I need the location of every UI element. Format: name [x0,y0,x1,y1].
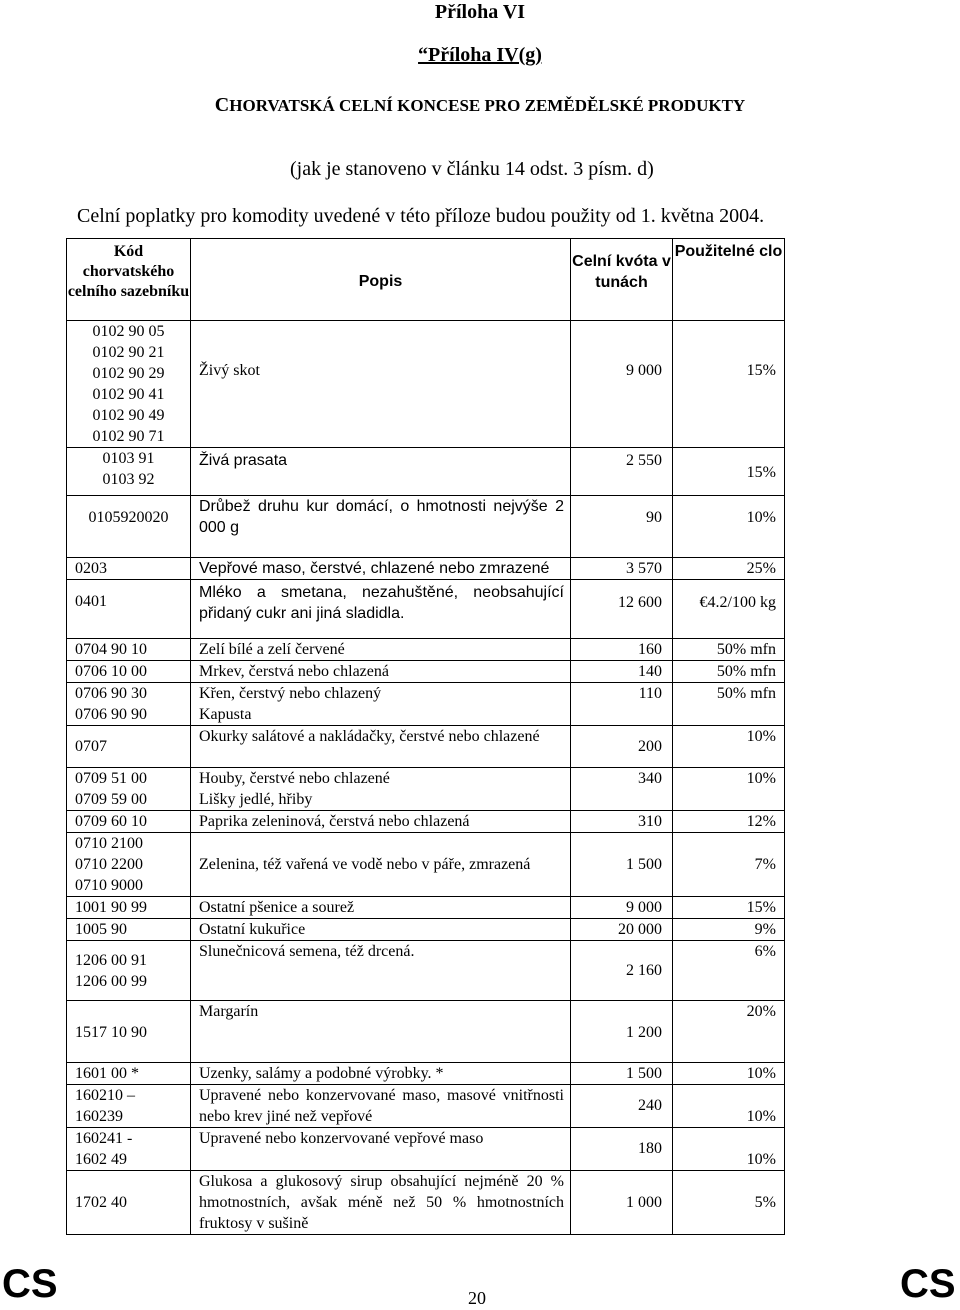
duty-cell: 9% [673,919,785,941]
heading-initial: C [214,94,230,116]
description-line: Lišky jedlé, hřiby [199,791,313,808]
description-cell: Upravené nebo konzervované vepřové maso [191,1128,571,1171]
code-cell [67,726,191,768]
table-row [67,811,785,833]
code-cell [67,919,191,941]
header-description: Popis [191,239,571,321]
quota-cell: 110 [571,683,673,726]
quota-cell: 160 [571,639,673,661]
description-text: Okurky salátové a nakládačky, čerstvé nebo chlazené [199,728,540,745]
description-cell: Zelí bílé a zelí červené [191,639,571,661]
table-row [67,1085,785,1128]
code-cell [67,321,191,448]
code-line: 0105920020 [88,509,169,526]
table-row [67,941,785,1001]
code-line: 1602 49 [75,1151,127,1168]
description-line: Křen, čerstvý nebo chlazený [199,685,382,702]
description-text: Živý skot [199,362,260,379]
quota-cell: 1 500 [571,1063,673,1085]
table-row [67,1171,785,1235]
duty-cell: 15% [673,897,785,919]
code-line: 0709 51 00 [75,770,147,787]
code-line: 1206 00 91 [75,952,147,969]
code-cell [67,1085,191,1128]
code-line: 1702 40 [75,1194,127,1211]
table-row [67,639,785,661]
quota-cell: 3 570 [571,558,673,580]
code-line: 0704 90 10 [75,641,147,658]
description-cell [191,768,571,811]
quota-cell: 340 [571,768,673,811]
code-line: 0710 9000 [75,877,143,894]
article-reference: (jak je stanoveno v článku 14 odst. 3 písm. d) [290,158,654,180]
table-row [67,1128,785,1171]
description-cell: Paprika zeleninová, čerstvá nebo chlazená [191,811,571,833]
header-duty: Použitelné clo [673,239,785,321]
description-cell [191,496,571,558]
code-line: 0102 90 41 [92,386,165,403]
page-number: 20 [468,1288,486,1308]
code-line: 0710 2200 [75,856,143,873]
code-cell [67,639,191,661]
quota-cell: 20 000 [571,919,673,941]
heading-rest: HORVATSKÁ CELNÍ KONCESE PRO ZEMĚDĚLSKÉ PRODUKTY [229,96,746,115]
duty-cell: 50% mfn [673,639,785,661]
code-line: 1005 90 [75,921,127,938]
quota-cell: 310 [571,811,673,833]
description-cell [191,683,571,726]
quota-cell: 180 [571,1128,673,1171]
quota-cell: 9 000 [571,897,673,919]
code-line: 0401 [75,593,107,610]
duty-cell: 7% [673,833,785,897]
code-line: 0706 90 30 [75,685,147,702]
description-text: Drůbež druhu kur domácí, o hmotnosti nejvýše 2 000 g [199,498,564,536]
description-cell [191,321,571,448]
code-line: 160210 – [75,1087,135,1104]
duty-cell: 25% [673,558,785,580]
description-text: Mléko a smetana, nezahuštěné, neobsahující přidaný cukr ani jiná sladidla. [199,584,564,622]
code-line: 0102 90 71 [92,428,165,445]
description-cell: Mrkev, čerstvá nebo chlazená [191,661,571,683]
description-cell: Slunečnicová semena, též drcená. [191,941,571,1001]
table-header-row [67,239,785,321]
duty-cell: 50% mfn [673,661,785,683]
quota-cell: 1 500 [571,833,673,897]
code-line: 0709 60 10 [75,813,147,830]
intro-paragraph: Celní poplatky pro komodity uvedené v této příloze budou použity od 1. května 2004. [77,205,765,227]
table-row [67,580,785,639]
duty-cell: 20% [673,1001,785,1063]
description-cell: Margarín [191,1001,571,1063]
description-cell: Vepřové maso, čerstvé, chlazené nebo zmrazené [191,558,571,580]
duty-cell: €4.2/100 kg [673,580,785,639]
code-cell [67,1001,191,1063]
code-cell [67,448,191,496]
duty-cell: 10% [673,1085,785,1128]
description-text: Glukosa a glukosový sirup obsahující nejméně 20 % hmotnostních, avšak méně než 50 % hmotnostních fruktosy v sušině [199,1173,564,1232]
language-code-right: CS [900,1262,956,1306]
code-cell [67,580,191,639]
code-line: 0102 90 05 [92,323,165,340]
code-line: 0102 90 21 [92,344,165,361]
quota-cell: 140 [571,661,673,683]
duty-cell: 12% [673,811,785,833]
code-cell [67,768,191,811]
description-cell [191,580,571,639]
table-row [67,321,785,448]
duty-cell: 50% mfn [673,683,785,726]
code-line: 0102 90 49 [92,407,165,424]
code-cell [67,1063,191,1085]
quota-cell: 200 [571,726,673,768]
description-cell [191,726,571,768]
code-line: 160239 [75,1108,123,1125]
duty-cell: 6% [673,941,785,1001]
code-line: 1517 10 90 [75,1024,147,1041]
table-row [67,726,785,768]
code-cell [67,1171,191,1235]
language-code-left: CS [2,1262,58,1306]
code-cell [67,811,191,833]
code-line: 0706 90 90 [75,706,147,723]
duty-cell: 5% [673,1171,785,1235]
code-cell [67,496,191,558]
duty-cell: 15% [673,448,785,496]
duty-cell: 10% [673,1063,785,1085]
duty-cell: 10% [673,1128,785,1171]
table-row [67,833,785,897]
annex-title: Příloha VI [434,1,526,23]
table-row [67,496,785,558]
table-row [67,661,785,683]
quota-cell: 12 600 [571,580,673,639]
description-line: Houby, čerstvé nebo chlazené [199,770,390,787]
code-line: 0709 59 00 [75,791,147,808]
quota-cell: 1 200 [571,1001,673,1063]
table-row [67,919,785,941]
quota-cell: 2 550 [571,448,673,496]
code-line: 1206 00 99 [75,973,147,990]
quota-cell: 9 000 [571,321,673,448]
quota-cell: 240 [571,1085,673,1128]
quota-cell: 1 000 [571,1171,673,1235]
description-line: Kapusta [199,706,252,723]
concession-table [66,238,785,1235]
code-line: 0103 92 [102,471,155,488]
table-row [67,558,785,580]
duty-cell: 10% [673,496,785,558]
quota-cell: 90 [571,496,673,558]
code-line: 0102 90 29 [92,365,165,382]
code-cell [67,661,191,683]
description-cell: Živá prasata [191,448,571,496]
description-cell: Uzenky, salámy a podobné výrobky. * [191,1063,571,1085]
description-cell: Ostatní kukuřice [191,919,571,941]
code-cell [67,941,191,1001]
description-cell [191,1085,571,1128]
code-line: 0706 10 00 [75,663,147,680]
code-line: 1001 90 99 [75,899,147,916]
code-cell [67,833,191,897]
duty-cell: 10% [673,768,785,811]
duty-cell: 10% [673,726,785,768]
table-row [67,897,785,919]
code-cell [67,1128,191,1171]
description-text: Upravené nebo konzervované maso, masové vnitřnosti nebo krev jiné než vepřové [199,1087,564,1125]
table-row [67,1001,785,1063]
code-line: 0103 91 [102,450,155,467]
code-cell [67,897,191,919]
code-line: 160241 - [75,1130,133,1147]
annex-subtitle: “Příloha IV(g) [418,44,542,66]
description-cell: Ostatní pšenice a sourež [191,897,571,919]
code-line: 0707 [75,738,107,755]
header-quota: Celní kvóta v tunách [571,239,673,321]
document-heading [0,94,960,117]
table-row [67,768,785,811]
description-cell [191,1171,571,1235]
code-line: 0203 [75,560,107,577]
table-row [67,1063,785,1085]
table-row [67,683,785,726]
code-cell [67,683,191,726]
code-line: 1601 00 * [75,1065,139,1082]
header-code: Kód chorvatského celního sazebníku [67,239,191,321]
duty-cell: 15% [673,321,785,448]
table-row [67,448,785,496]
code-line: 0710 2100 [75,835,143,852]
description-cell: Zelenina, též vařená ve vodě nebo v páře, zmrazená [191,833,571,897]
quota-cell: 2 160 [571,941,673,1001]
code-cell [67,558,191,580]
